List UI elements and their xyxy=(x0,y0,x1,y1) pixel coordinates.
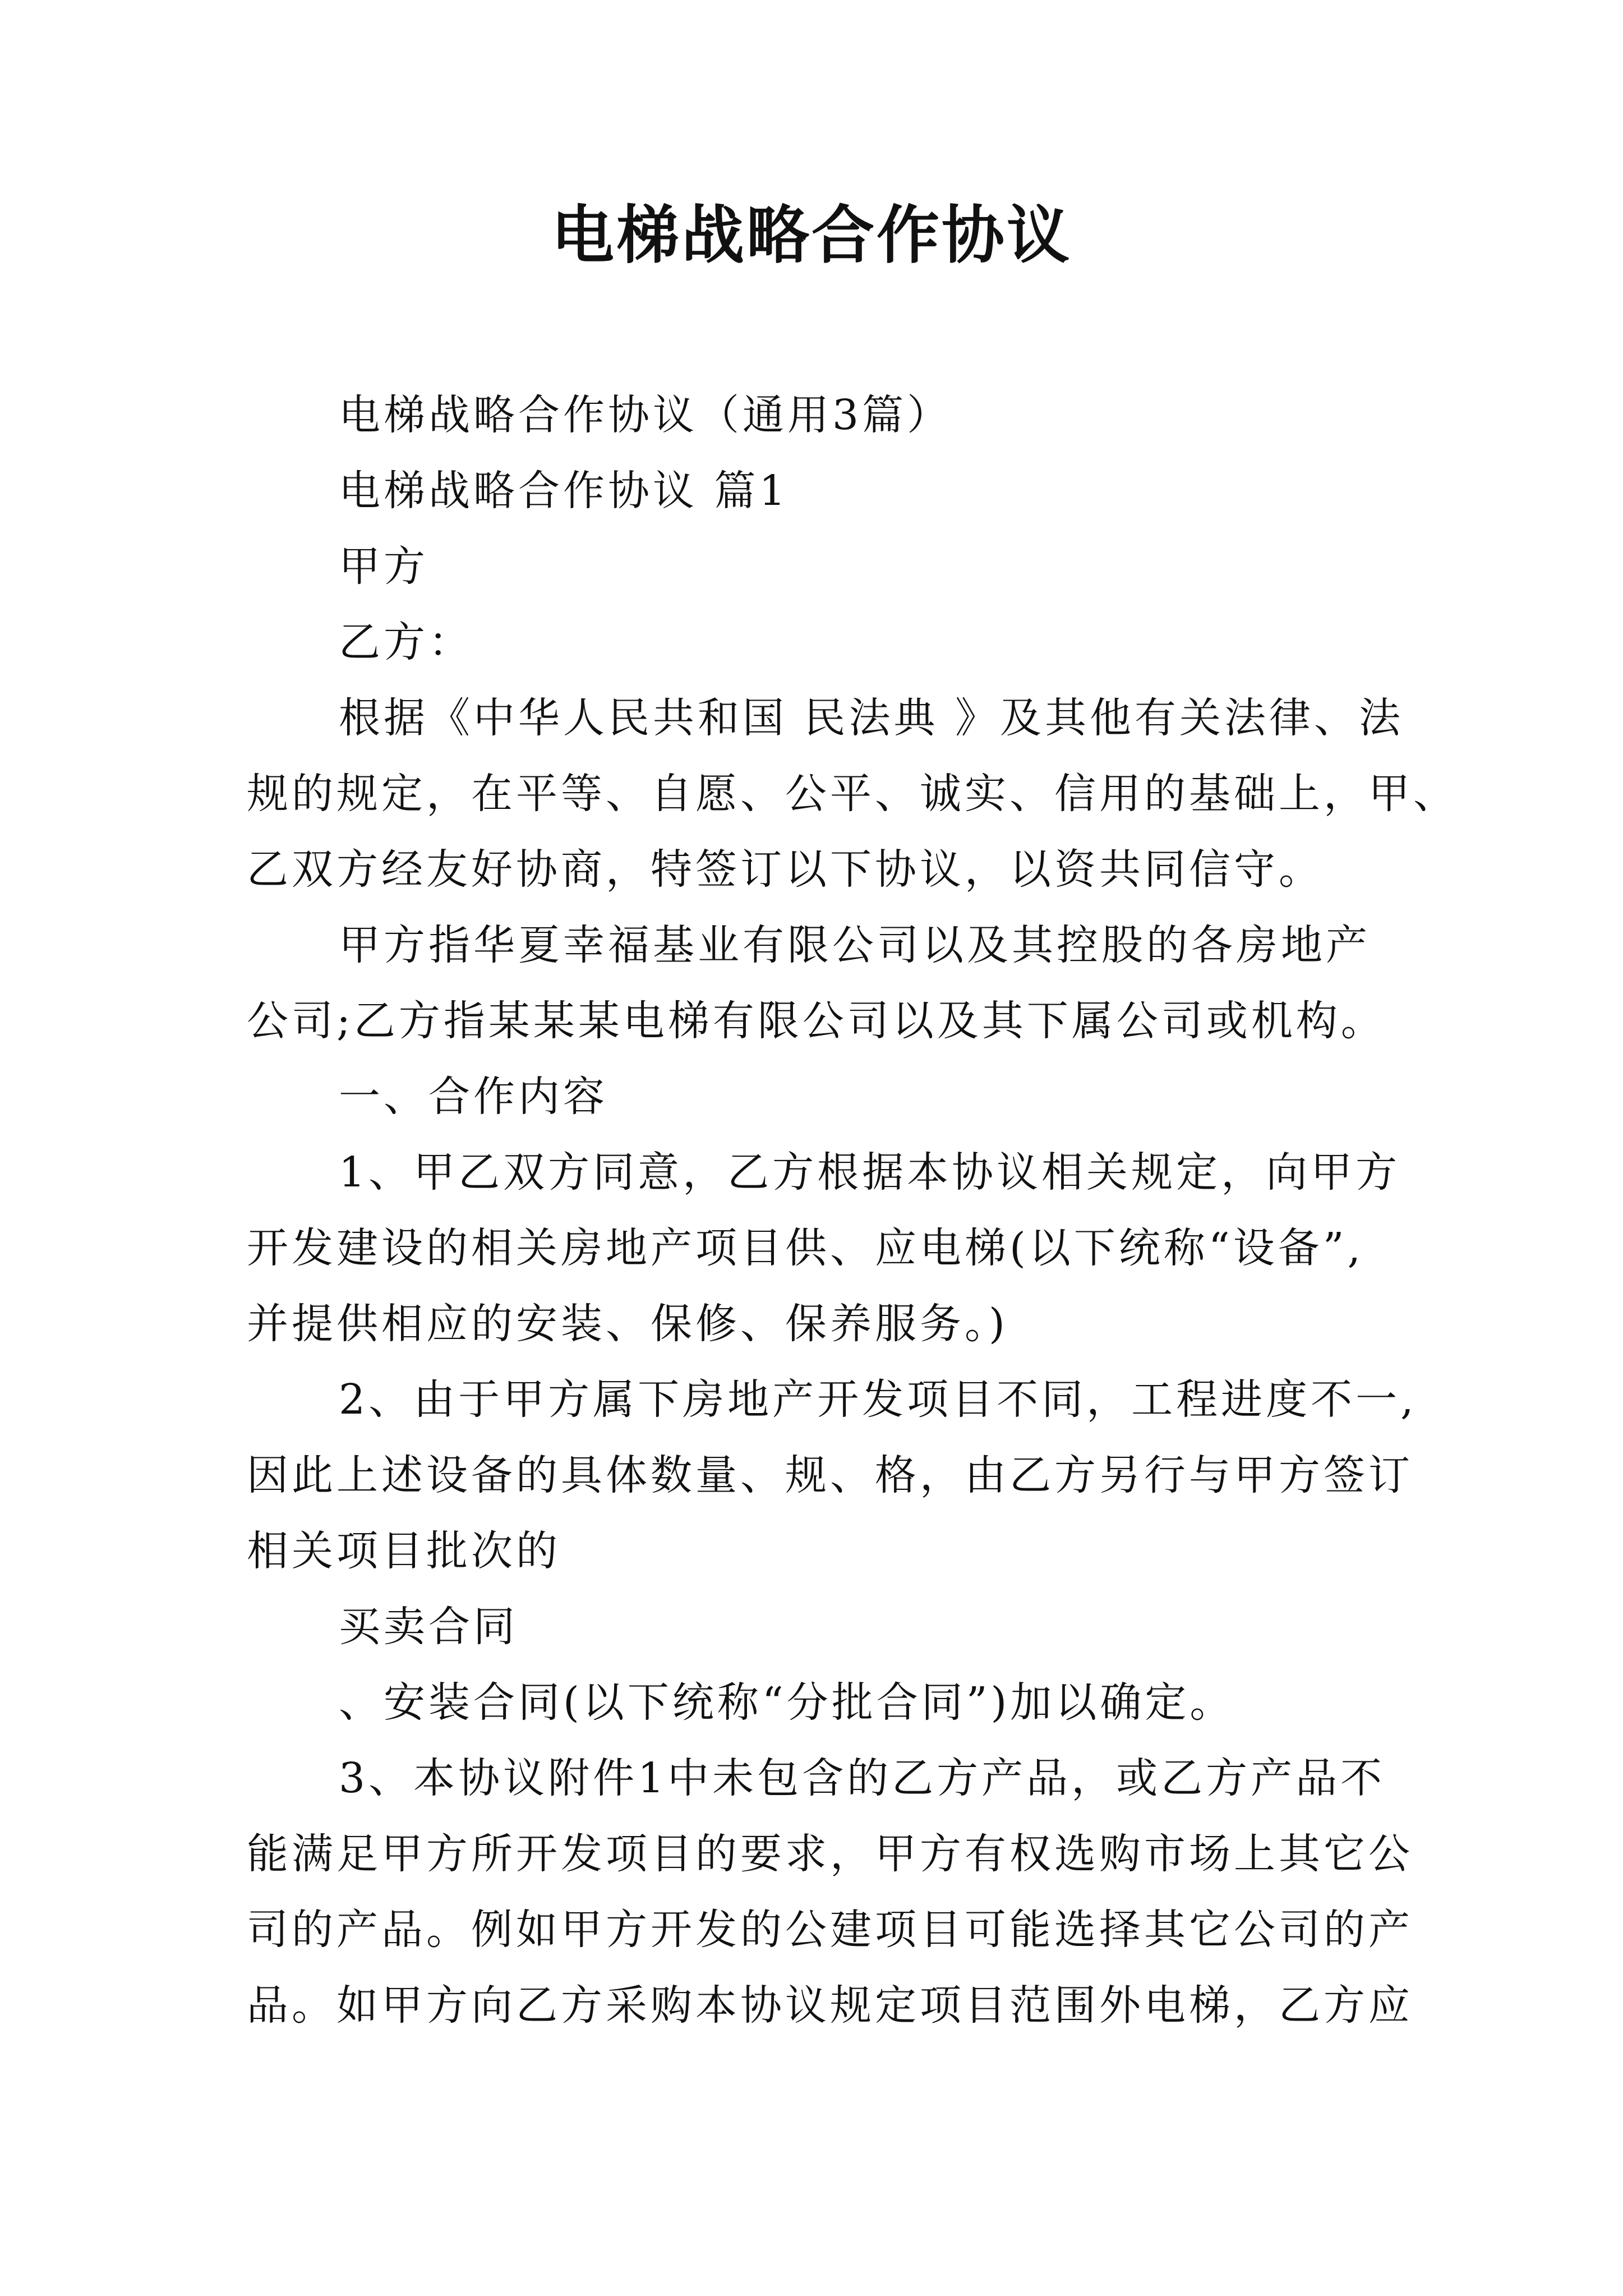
paragraph-line: 乙双方经友好协商，特签订以下协议，以资共同信守。 xyxy=(247,845,1324,894)
section-heading: 电梯战略合作协议 篇1 xyxy=(339,467,789,515)
paragraph-line: 开发建设的相关房地产项目供、应电梯(以下统称“设备”, xyxy=(247,1224,1364,1272)
paragraph-line: 3、本协议附件1中未包含的乙方产品，或乙方产品不 xyxy=(339,1754,1386,1802)
paragraph-line: 甲方指华夏幸福基业有限公司以及其控股的各房地产 xyxy=(339,921,1371,969)
paragraph-line: 2、由于甲方属下房地产开发项目不同，工程进度不一, xyxy=(339,1375,1417,1424)
paragraph-line: 规的规定，在平等、自愿、公平、诚实、信用的基础上，甲、 xyxy=(247,770,1458,818)
paragraph-line: 公司;乙方指某某某电梯有限公司以及其下属公司或机构。 xyxy=(247,997,1386,1045)
subtitle-line: 电梯战略合作协议（通用3篇） xyxy=(339,391,952,439)
party-a-label: 甲方 xyxy=(339,542,428,591)
paragraph-line: 根据《中华人民共和国 民法典 》及其他有关法律、法 xyxy=(339,694,1404,742)
paragraph-line: 1、甲乙双方同意，乙方根据本协议相关规定，向甲方 xyxy=(339,1148,1401,1197)
paragraph-line: 相关项目批次的 xyxy=(247,1527,561,1575)
clause-heading: 一、合作内容 xyxy=(339,1073,608,1121)
document-title: 电梯战略合作协议 xyxy=(551,199,1072,272)
paragraph-line: 因此上述设备的具体数量、规、格，由乙方另行与甲方签订 xyxy=(247,1451,1413,1499)
party-b-label: 乙方： xyxy=(339,618,473,666)
paragraph-line: 品。如甲方向乙方采购本协议规定项目范围外电梯，乙方应 xyxy=(247,1981,1413,2030)
paragraph-line: 、安装合同(以下统称“分批合同”)加以确定。 xyxy=(339,1678,1235,1727)
paragraph-line: 司的产品。例如甲方开发的公建项目可能选择其它公司的产 xyxy=(247,1906,1413,1954)
paragraph-line: 并提供相应的安装、保修、保养服务。) xyxy=(247,1300,1008,1348)
paragraph-line: 能满足甲方所开发项目的要求，甲方有权选购市场上其它公 xyxy=(247,1830,1413,1878)
paragraph-line: 买卖合同 xyxy=(339,1603,518,1651)
